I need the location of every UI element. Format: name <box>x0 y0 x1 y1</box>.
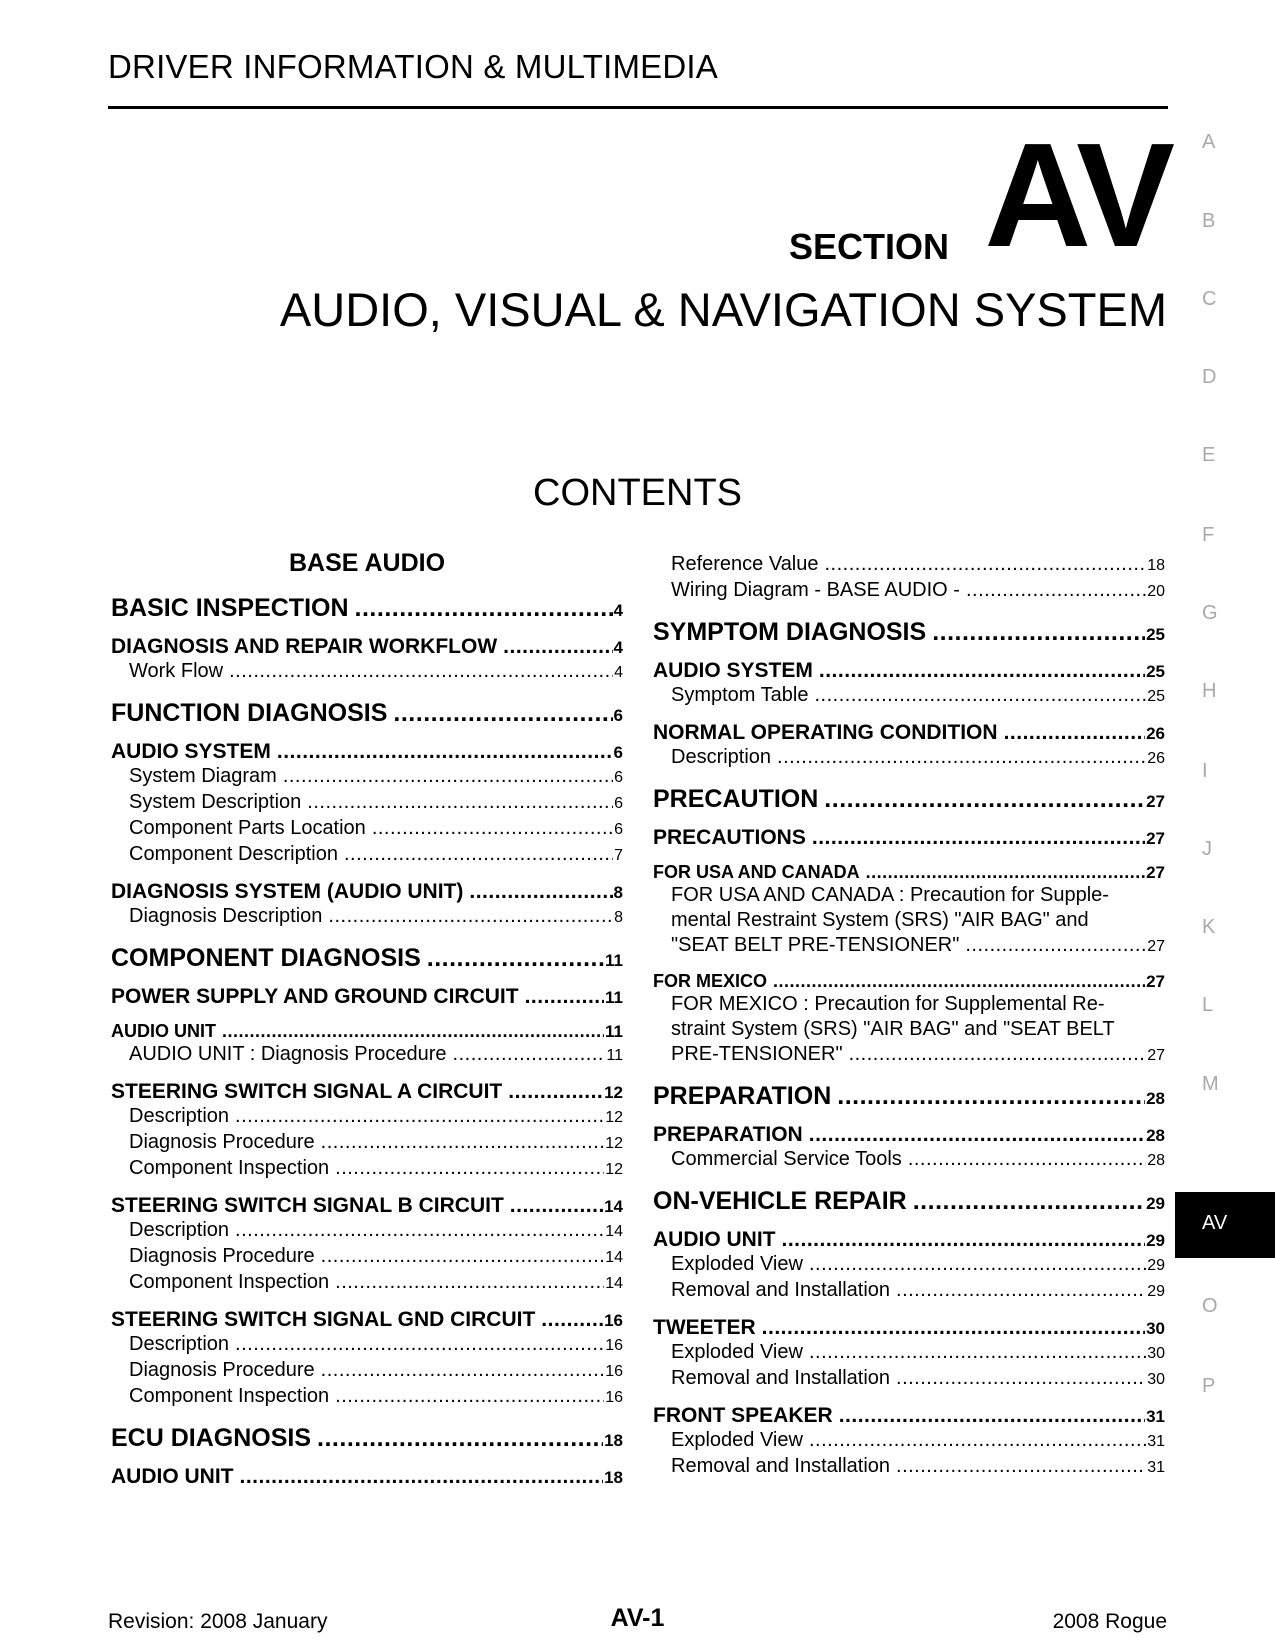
toc-entry[interactable]: System Description ..... 6 <box>111 790 623 816</box>
toc-entry[interactable]: Exploded View ..... 30 <box>653 1340 1165 1366</box>
toc-entry[interactable]: STEERING SWITCH SIGNAL GND CIRCUIT ..... 16 <box>111 1308 623 1332</box>
toc-entry[interactable]: AUDIO UNIT ..... 29 <box>653 1228 1165 1252</box>
toc-entry[interactable]: System Diagram ..... 6 <box>111 764 623 790</box>
toc-entry[interactable]: Exploded View ..... 31 <box>653 1428 1165 1454</box>
toc-entry[interactable]: FUNCTION DIAGNOSIS ..... 6 <box>111 699 623 728</box>
toc-entry[interactable]: FRONT SPEAKER ..... 31 <box>653 1404 1165 1428</box>
index-tab-d[interactable]: D <box>1202 366 1217 388</box>
toc-entry[interactable]: Diagnosis Procedure ..... 12 <box>111 1130 623 1156</box>
toc-entry[interactable]: Component Inspection ..... 12 <box>111 1156 623 1182</box>
index-tab-e[interactable]: E <box>1202 444 1216 466</box>
index-tab-p[interactable]: P <box>1202 1375 1216 1397</box>
group-heading: BASE AUDIO <box>288 549 446 577</box>
contents-column-right <box>653 552 1165 1480</box>
toc-entry[interactable]: DIAGNOSIS SYSTEM (AUDIO UNIT) ..... 8 <box>111 880 623 904</box>
section-title: AUDIO, VISUAL & NAVIGATION SYSTEM <box>279 283 1167 336</box>
contents-column-left <box>111 547 623 1489</box>
index-tab-h[interactable]: H <box>1202 680 1217 702</box>
index-tab-b[interactable]: B <box>1202 210 1216 232</box>
index-tab-j[interactable]: J <box>1202 838 1212 860</box>
index-tab-m[interactable]: M <box>1202 1073 1219 1095</box>
toc-entry[interactable]: Diagnosis Procedure ..... 14 <box>111 1244 623 1270</box>
toc-entry[interactable]: AUDIO UNIT ..... 18 <box>111 1465 623 1489</box>
index-tab-av-active[interactable]: AV <box>1175 1192 1275 1258</box>
manual-header-title: DRIVER INFORMATION & MULTIMEDIA <box>108 48 718 85</box>
toc-entry[interactable]: Exploded View ..... 29 <box>653 1252 1165 1278</box>
toc-entry[interactable]: NORMAL OPERATING CONDITION ..... 26 <box>653 721 1165 745</box>
toc-entry[interactable]: PRE-TENSIONER" ..... 27 <box>653 1042 1165 1068</box>
section-index-tabs <box>1175 0 1275 1651</box>
toc-entry[interactable]: Description ..... 12 <box>111 1104 623 1130</box>
toc-entry[interactable]: FOR MEXICO ..... 27 <box>653 971 1165 992</box>
toc-entry[interactable]: Component Inspection ..... 14 <box>111 1270 623 1296</box>
footer-revision: Revision: 2008 January <box>108 1610 328 1633</box>
toc-entry-line[interactable]: mental Restraint System (SRS) "AIR BAG" and <box>671 909 1089 931</box>
toc-entry[interactable]: Removal and Installation ..... 30 <box>653 1366 1165 1392</box>
index-tab-k[interactable]: K <box>1202 916 1216 938</box>
toc-entry[interactable]: DIAGNOSIS AND REPAIR WORKFLOW ..... 4 <box>111 635 623 659</box>
index-tab-o[interactable]: O <box>1202 1295 1218 1317</box>
toc-entry[interactable]: Description ..... 26 <box>653 745 1165 771</box>
toc-entry[interactable]: Description ..... 14 <box>111 1218 623 1244</box>
toc-entry[interactable]: ON-VEHICLE REPAIR ..... 29 <box>653 1187 1165 1216</box>
toc-entry[interactable]: BASIC INSPECTION ..... 4 <box>111 594 623 623</box>
toc-entry[interactable]: PREPARATION ..... 28 <box>653 1123 1165 1147</box>
toc-entry[interactable]: COMPONENT DIAGNOSIS ..... 11 <box>111 944 623 973</box>
toc-entry-line[interactable]: FOR USA AND CANADA : Precaution for Supple- <box>671 884 1109 906</box>
toc-entry[interactable]: Removal and Installation ..... 31 <box>653 1454 1165 1480</box>
toc-entry[interactable]: Work Flow ..... 4 <box>111 659 623 685</box>
toc-entry[interactable]: PRECAUTIONS ..... 27 <box>653 826 1165 850</box>
toc-entry[interactable]: AUDIO SYSTEM ..... 6 <box>111 740 623 764</box>
toc-entry[interactable]: AUDIO UNIT ..... 11 <box>111 1021 623 1042</box>
toc-entry[interactable]: AUDIO UNIT : Diagnosis Procedure ..... 11 <box>111 1042 623 1068</box>
toc-entry[interactable]: Reference Value ..... 18 <box>653 552 1165 578</box>
toc-entry[interactable]: Description ..... 16 <box>111 1332 623 1358</box>
toc-entry[interactable]: Diagnosis Description ..... 8 <box>111 904 623 930</box>
index-tab-f[interactable]: F <box>1202 524 1215 546</box>
footer-page-number: AV-1 <box>610 1604 665 1632</box>
toc-entry[interactable]: PRECAUTION ..... 27 <box>653 785 1165 814</box>
toc-entry[interactable]: SYMPTOM DIAGNOSIS ..... 25 <box>653 618 1165 647</box>
index-tab-l[interactable]: L <box>1202 994 1214 1016</box>
toc-entry[interactable]: STEERING SWITCH SIGNAL A CIRCUIT ..... 12 <box>111 1080 623 1104</box>
toc-entry[interactable]: Component Description ..... 7 <box>111 842 623 868</box>
toc-entry[interactable]: "SEAT BELT PRE-TENSIONER" ..... 27 <box>653 933 1165 959</box>
toc-entry[interactable]: TWEETER ..... 30 <box>653 1316 1165 1340</box>
toc-entry[interactable]: Removal and Installation ..... 29 <box>653 1278 1165 1304</box>
toc-entry[interactable]: AUDIO SYSTEM ..... 25 <box>653 659 1165 683</box>
contents-heading: CONTENTS <box>533 472 742 514</box>
index-tab-g[interactable]: G <box>1202 602 1218 624</box>
index-tab-c[interactable]: C <box>1202 288 1217 310</box>
toc-entry[interactable]: ECU DIAGNOSIS ..... 18 <box>111 1424 623 1453</box>
toc-entry[interactable]: FOR USA AND CANADA ..... 27 <box>653 862 1165 883</box>
toc-entry[interactable]: Component Parts Location ..... 6 <box>111 816 623 842</box>
index-tab-a[interactable]: A <box>1202 131 1216 153</box>
footer-model: 2008 Rogue <box>1052 1610 1167 1633</box>
toc-entry[interactable]: POWER SUPPLY AND GROUND CIRCUIT ..... 11 <box>111 985 623 1009</box>
index-tab-i[interactable]: I <box>1202 760 1208 782</box>
toc-entry[interactable]: STEERING SWITCH SIGNAL B CIRCUIT ..... 14 <box>111 1194 623 1218</box>
section-code: AV <box>984 113 1171 278</box>
toc-entry[interactable]: Wiring Diagram - BASE AUDIO - ..... 20 <box>653 578 1165 604</box>
toc-entry-line[interactable]: FOR MEXICO : Precaution for Supplemental Re- <box>671 993 1105 1015</box>
section-label: SECTION <box>788 226 949 267</box>
toc-entry[interactable]: Symptom Table ..... 25 <box>653 683 1165 709</box>
toc-entry[interactable]: PREPARATION ..... 28 <box>653 1082 1165 1111</box>
toc-entry[interactable]: Component Inspection ..... 16 <box>111 1384 623 1410</box>
toc-entry[interactable]: Commercial Service Tools ..... 28 <box>653 1147 1165 1173</box>
toc-entry[interactable]: Diagnosis Procedure ..... 16 <box>111 1358 623 1384</box>
toc-entry-line[interactable]: straint System (SRS) "AIR BAG" and "SEAT BELT <box>671 1018 1115 1040</box>
header-rule <box>108 106 1168 109</box>
